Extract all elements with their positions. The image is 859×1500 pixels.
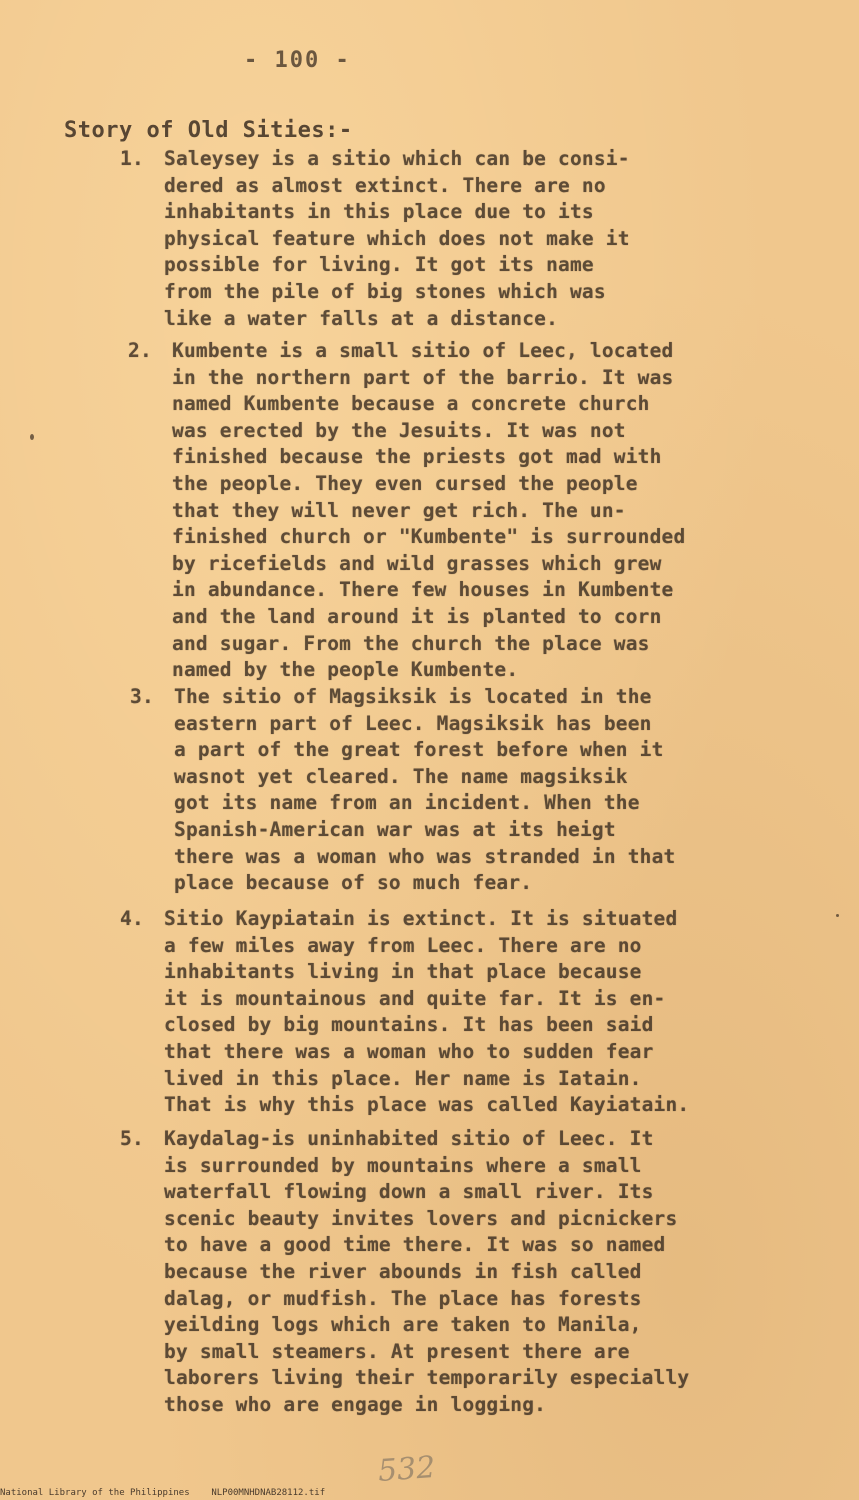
margin-mark (836, 914, 839, 917)
entry-number: 1. (120, 147, 144, 170)
entry-number: 2. (128, 339, 152, 362)
entry-text (174, 684, 675, 897)
text-line: That is why this place was called Kayiatain. (164, 1093, 690, 1117)
text-line: laborers living their temporarily especially (164, 1366, 690, 1390)
text-line: scenic beauty invites lovers and picnickers (164, 1206, 678, 1230)
text-line: possible for living. It got its name (164, 253, 594, 277)
text-line: it is mountainous and quite far. It is en- (164, 986, 666, 1010)
text-line: by small steamers. At present there are (164, 1339, 630, 1363)
text-line: physical feature which does not make it (164, 226, 630, 250)
text-line: finished church or "Kumbente" is surrounded (172, 525, 686, 549)
text-line: finished because the priests got mad with (172, 445, 662, 469)
text-line: from the pile of big stones which was (164, 279, 606, 303)
text-line: closed by big mountains. It has been said (164, 1013, 654, 1037)
entry-number: 5. (120, 1127, 144, 1150)
entry-number: 4. (120, 907, 144, 930)
text-line: lived in this place. Her name is Iatain. (164, 1066, 642, 1090)
text-line: inhabitants in this place due to its (164, 200, 594, 224)
text-line: The sitio of Magsiksik is located in the (174, 685, 652, 708)
text-line: was erected by the Jesuits. It was not (172, 418, 626, 442)
entry-text (164, 906, 689, 1119)
text-line: inhabitants living in that place because (164, 960, 642, 984)
text-line: Kaydalag-is uninhabited sitio of Leec. It (164, 1127, 654, 1150)
text-line: yeilding logs which are taken to Manila, (164, 1313, 642, 1337)
text-line: dered as almost extinct. There are no (164, 173, 606, 197)
text-line: because the river abounds in fish called (164, 1259, 642, 1283)
entry-2 (128, 338, 685, 684)
entry-4 (120, 906, 689, 1119)
text-line: like a water falls at a distance. (164, 306, 559, 330)
entry-1 (120, 146, 630, 332)
entry-number: 3. (130, 685, 154, 708)
page-number: - 100 - (244, 48, 351, 73)
text-line: and the land around it is planted to corn (172, 604, 662, 628)
text-line: a part of the great forest before when it (174, 738, 664, 762)
text-line: that they will never get rich. The un- (172, 498, 626, 522)
text-line: to have a good time there. It was so named (164, 1233, 666, 1257)
text-line: Sitio Kaypiatain is extinct. It is situated (164, 907, 678, 930)
entry-text (164, 146, 630, 332)
text-line: and sugar. From the church the place was (172, 631, 650, 655)
text-line: is surrounded by mountains where a small (164, 1153, 642, 1177)
entry-text (164, 1126, 689, 1419)
text-line: place because of so much fear. (174, 871, 533, 895)
text-line: eastern part of Leec. Magsiksik has been (174, 711, 652, 735)
margin-mark (30, 434, 34, 440)
text-line: named Kumbente because a concrete church (172, 392, 650, 416)
section-title: Story of Old Sities:- (64, 118, 353, 143)
text-line: those who are engage in logging. (164, 1392, 547, 1416)
text-line: in abundance. There few houses in Kumbente (172, 578, 674, 602)
text-line: that there was a woman who to sudden fear (164, 1039, 654, 1063)
text-line: Saleysey is a sitio which can be consi- (164, 147, 630, 170)
text-line: named by the people Kumbente. (172, 658, 519, 682)
text-line: Kumbente is a small sitio of Leec, located (172, 339, 674, 362)
text-line: waterfall flowing down a small river. Its (164, 1180, 654, 1204)
entry-5 (120, 1126, 689, 1419)
text-line: the people. They even cursed the people (172, 471, 638, 495)
text-line: by ricefields and wild grasses which grew (172, 551, 662, 575)
handwritten-page-number: 532 (376, 1450, 437, 1489)
text-line: got its name from an incident. When the (174, 791, 640, 815)
archive-credit: National Library of the Philippines NLP00MNHDNAB28112.tif (0, 1488, 326, 1498)
entry-3 (130, 684, 675, 897)
text-line: there was a woman who was stranded in that (174, 844, 676, 868)
text-line: dalag, or mudfish. The place has forests (164, 1286, 642, 1310)
text-line: in the northern part of the barrio. It was (172, 365, 674, 389)
text-line: a few miles away from Leec. There are no (164, 933, 642, 957)
entry-text (172, 338, 685, 684)
text-line: Spanish-American war was at its heigt (174, 817, 616, 841)
text-line: wasnot yet cleared. The name magsiksik (174, 764, 628, 788)
